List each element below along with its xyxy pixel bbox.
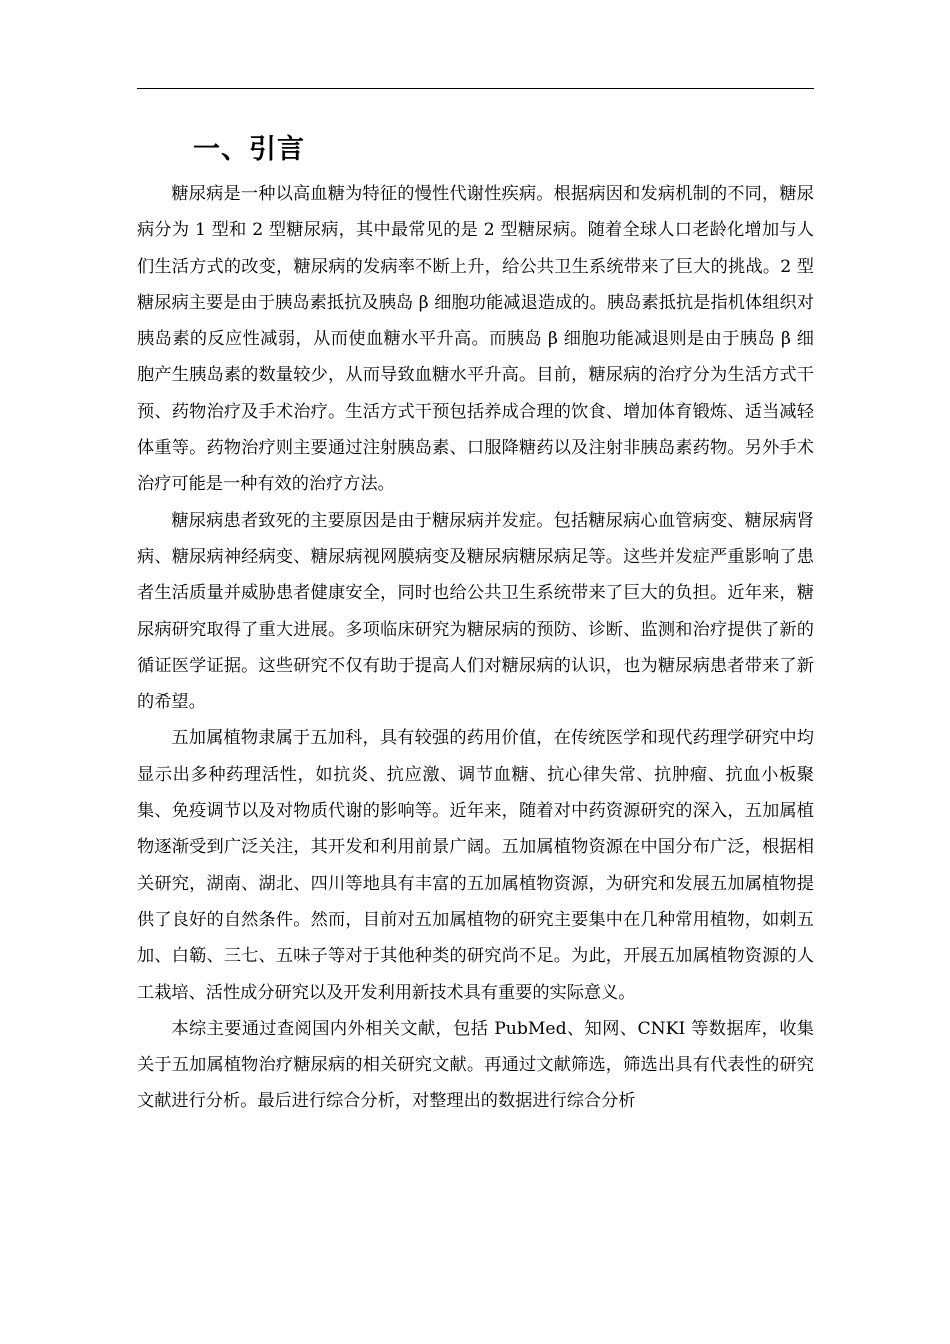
paragraph-methods: 本综主要通过查阅国内外相关文献，包括 PubMed、知网、CNKI 等数据库，收集关于五加属植物治疗糖尿病的相关研究文献。再通过文献筛选，筛选出具有代表性的研究文献进行分析。最后进行综合分析，对整理出的数据进行综合分析 [137, 1018, 814, 1112]
section-heading: 一、引言 [193, 134, 305, 165]
document-body [137, 176, 814, 1120]
paragraph-acanthopanax: 五加属植物隶属于五加科，具有较强的药用价值，在传统医学和现代药理学研究中均显示出多种药理活性，如抗炎、抗应激、调节血糖、抗心律失常、抗肿瘤、抗血小板聚集、免疫调节以及对物质代谢的影响等。近年来，随着对中药资源研究的深入，五加属植物逐渐受到广泛关注，其开发和利用前景广阔。五加属植物资源在中国分布广泛，根据相关研究，湖南、湖北、四川等地具有丰富的五加属植物资源，为研究和发展五加属植物提供了良好的自然条件。然而，目前对五加属植物的研究主要集中在几种常用植物，如刺五加、白簕、三七、五味子等对于其他种类的研究尚不足。为此，开展五加属植物资源的人工栽培、活性成分研究以及开发利用新技术具有重要的实际意义。 [137, 728, 814, 1003]
paragraph-diabetes-overview: 糖尿病是一种以高血糖为特征的慢性代谢性疾病。根据病因和发病机制的不同，糖尿病分为 1 型和 2 型糖尿病，其中最常见的是 2 型糖尿病。随着全球人口老龄化增加与人们生活方式的改变，糖尿病的发病率不断上升，给公共卫生系统带来了巨大的挑战。2 型糖尿病主要是由于胰岛素抵抗及胰岛 β 细胞功能减退造成的。胰岛素抵抗是指机体组织对胰岛素的反应性减弱，从而使血糖水平升高。而胰岛 β 细胞功能减退则是由于胰岛 β 细胞产生胰岛素的数量较少，从而导致血糖水平升高。目前，糖尿病的治疗分为生活方式干预、药物治疗及手术治疗。生活方式干预包括养成合理的饮食、增加体育锻炼、适当减轻体重等。药物治疗则主要通过注射胰岛素、口服降糖药以及注射非胰岛素药物。另外手术治疗可能是一种有效的治疗方法。 [137, 184, 814, 495]
paragraph-complications: 糖尿病患者致死的主要原因是由于糖尿病并发症。包括糖尿病心血管病变、糖尿病肾病、糖尿病神经病变、糖尿病视网膜病变及糖尿病糖尿病足等。这些并发症严重影响了患者生活质量并威胁患者健康安全，同时也给公共卫生系统带来了巨大的负担。近年来，糖尿病研究取得了重大进展。多项临床研究为糖尿病的预防、诊断、监测和治疗提供了新的循证医学证据。这些研究不仅有助于提高人们对糖尿病的认识，也为糖尿病患者带来了新的希望。 [137, 510, 814, 713]
header-rule [137, 88, 814, 89]
